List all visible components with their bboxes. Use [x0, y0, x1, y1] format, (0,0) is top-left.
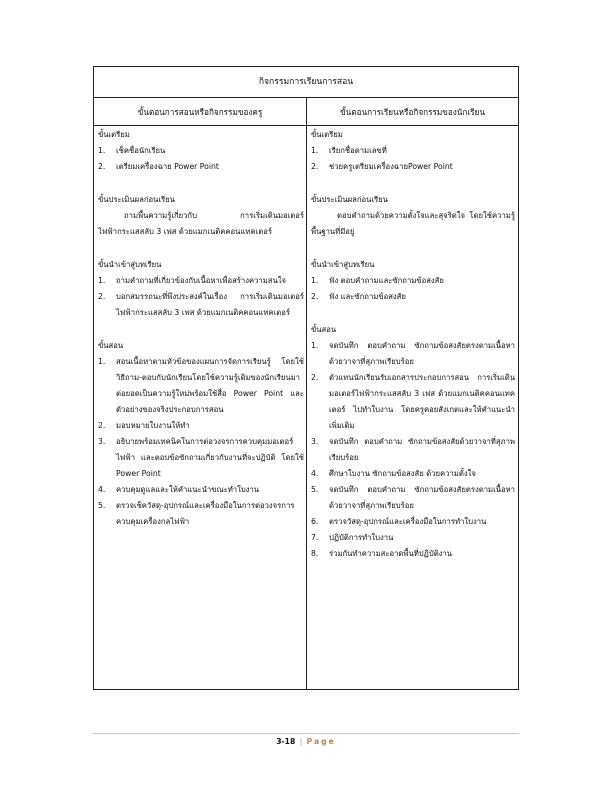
- item-text: ฟัง และซักถามข้อสงสัย: [329, 292, 406, 301]
- teacher-activities-column: [98, 127, 304, 547]
- item-number: 1.: [311, 276, 319, 285]
- student-section: [311, 192, 515, 240]
- item-text: ตรวจเช็ควัสดุ-อุปกรณ์และเครื่องมือในการต่อวงจรการควบคุมเครื่องกลไฟฟ้า: [116, 501, 295, 526]
- item-number: 5.: [311, 485, 319, 494]
- item-number: 2.: [98, 292, 106, 301]
- footer-divider: [93, 733, 519, 734]
- teacher-column-header: ขั้นตอนการสอนหรือกิจกรรมของครู: [137, 107, 263, 117]
- student-column-header: ขั้นตอนการเรียนหรือกิจกรรมของนักเรียน: [340, 107, 485, 117]
- item-number: 1.: [311, 341, 319, 350]
- item-text: สอนเนื้อหาตามหัวข้อของแผนการจัดการเรียนรู้ โดยใช้วิธีถาม-ตอบกับนักเรียนโดยใช้ความรู้เดิมของนักเรียนมาต่อยอดเป็นความรู้ใหม่พร้อมใช้สื่อ Power Point และตัวอย่างของจริงประกอบการสอน: [116, 357, 304, 414]
- item-text: อธิบายพร้อมเทคนิคในการต่อวงจรการควบคุมมอเตอร์ไฟฟ้า และตอบข้อซักถามเกี่ยวกับงานที่จะปฏิบัติ โดยใช้ Power Point: [116, 437, 304, 478]
- item-text: ควบคุมดูแลและให้คำแนะนำขณะทำใบงาน: [116, 485, 260, 494]
- item-text: เตรียมเครื่องฉาย Power Point: [116, 162, 219, 171]
- section-heading: ขั้นสอน: [98, 341, 124, 350]
- list-item: [311, 466, 515, 482]
- page-footer: [0, 737, 612, 746]
- section-heading: ขั้นนำเข้าสู่บทเรียน: [311, 260, 375, 269]
- item-number: 1.: [98, 146, 106, 155]
- section-heading: ขั้นสอน: [311, 325, 337, 334]
- list-item: [311, 289, 515, 305]
- item-text: ร่วมกันทำความสะอาดพื้นที่ปฏิบัติงาน: [329, 549, 453, 558]
- item-text: ช่วยครูเตรียมเครื่องฉายPower Point: [329, 162, 453, 171]
- list-item: [311, 434, 515, 466]
- item-number: 4.: [98, 485, 106, 494]
- teacher-section: [98, 338, 304, 530]
- item-text: จดบันทึก ตอบคำถาม ซักถามข้อสงสัยตรงตามเนื้อหาด้วยวาจาที่สุภาพเรียบร้อย: [329, 341, 515, 366]
- teacher-section: [98, 127, 304, 175]
- item-text: ตรวจวัสดุ-อุปกรณ์และเครื่องมือในการทำใบงาน: [329, 517, 487, 526]
- item-text: จดบันทึก ตอบคำถาม ซักถามข้อสงสัยด้วยวาจาที่สุภาพเรียบร้อย: [329, 437, 515, 462]
- item-text: บอกสมรรถนะที่พึงประสงค์ในเรื่อง การเริ่มเดินมอเตอร์ไฟฟ้ากระแสสลับ 3 เฟส ด้วยแมกเนติคคอนแทคเตอร์: [116, 292, 304, 317]
- list-item: [311, 338, 515, 370]
- page-number: 3-18: [276, 737, 296, 746]
- section-paragraph: ถามพื้นความรู้เกี่ยวกับ การเริ่มเดินมอเตอร์ไฟฟ้ากระแสสลับ 3 เฟส ด้วยแมกเนติคคอนแทคเตอร์: [98, 211, 304, 236]
- item-text: มอบหมายใบงานให้ทำ: [116, 421, 190, 430]
- item-number: 6.: [311, 517, 319, 526]
- item-number: 7.: [311, 533, 319, 542]
- section-heading: ขั้นเตรียม: [98, 130, 130, 139]
- item-number: 1.: [98, 357, 106, 366]
- list-item: [98, 418, 304, 434]
- list-item: [98, 159, 304, 175]
- teacher-section: [98, 257, 304, 321]
- item-number: 4.: [311, 469, 319, 478]
- list-item: [98, 498, 304, 530]
- list-item: [311, 143, 515, 159]
- list-item: [311, 370, 515, 434]
- section-heading: ขั้นประเมินผลก่อนเรียน: [98, 195, 175, 204]
- list-item: [98, 354, 304, 418]
- item-number: 1.: [98, 276, 106, 285]
- list-item: [311, 159, 515, 175]
- item-number: 5.: [98, 501, 106, 510]
- list-item: [311, 546, 515, 562]
- page-label: Page: [306, 737, 336, 746]
- list-item: [311, 273, 515, 289]
- list-item: [98, 482, 304, 498]
- table-title: กิจกรรมการเรียนการสอน: [94, 67, 518, 98]
- item-number: 2.: [311, 292, 319, 301]
- section-heading: ขั้นประเมินผลก่อนเรียน: [311, 195, 388, 204]
- student-section: [311, 322, 515, 562]
- list-item: [98, 143, 304, 159]
- item-number: 8.: [311, 549, 319, 558]
- footer-separator: |: [299, 737, 303, 746]
- activity-table: [93, 66, 519, 690]
- item-text: เรียกชื่อตามเลขที่: [329, 146, 387, 155]
- list-item: [311, 482, 515, 514]
- list-item: [98, 434, 304, 482]
- item-text: จดบันทึก ตอบคำถาม ซักถามข้อสงสัยตรงตามเนื้อหาด้วยวาจาที่สุภาพเรียบร้อย: [329, 485, 515, 510]
- item-number: 2.: [98, 162, 106, 171]
- item-number: 3.: [98, 437, 106, 446]
- item-text: ตัวแทนนักเรียนรับเอกสารประกอบการสอน การเริ่มเดินมอเตอร์ไฟฟ้ากระแสสลับ 3 เฟส ด้วยแมกเนติคคอนแทคเตอร์ ไปทำใบงาน โดยครูคอยสังเกตและให้คำแนะนำเพิ่มเติม: [329, 373, 515, 430]
- list-item: [98, 273, 304, 289]
- item-number: 1.: [311, 146, 319, 155]
- item-text: ฟัง ตอบคำถามและซักถามข้อสงสัย: [329, 276, 444, 285]
- item-text: ถามคำถามที่เกี่ยวข้องกับเนื้อหาเพื่อสร้างความสนใจ: [116, 276, 287, 285]
- list-item: [98, 289, 304, 321]
- item-text: เช็คชื่อนักเรียน: [116, 146, 166, 155]
- list-item: [311, 514, 515, 530]
- student-section: [311, 127, 515, 175]
- list-item: [311, 530, 515, 546]
- section-heading: ขั้นเตรียม: [311, 130, 343, 139]
- student-activities-column: [311, 127, 515, 579]
- item-number: 2.: [98, 421, 106, 430]
- item-number: 2.: [311, 373, 319, 382]
- item-number: 3.: [311, 437, 319, 446]
- column-divider: [306, 97, 307, 689]
- section-paragraph: ตอบคำถามด้วยความตั้งใจและสุจริตใจ โดยใช้ความรู้พื้นฐานที่มีอยู่: [311, 211, 515, 236]
- item-number: 2.: [311, 162, 319, 171]
- student-section: [311, 257, 515, 305]
- item-text: ปฏิบัติการทำใบงาน: [329, 533, 394, 542]
- section-heading: ขั้นนำเข้าสู่บทเรียน: [98, 260, 162, 269]
- item-text: ศึกษาใบงาน ซักถามข้อสงสัย ด้วยความตั้งใจ: [329, 469, 476, 478]
- teacher-section: [98, 192, 304, 240]
